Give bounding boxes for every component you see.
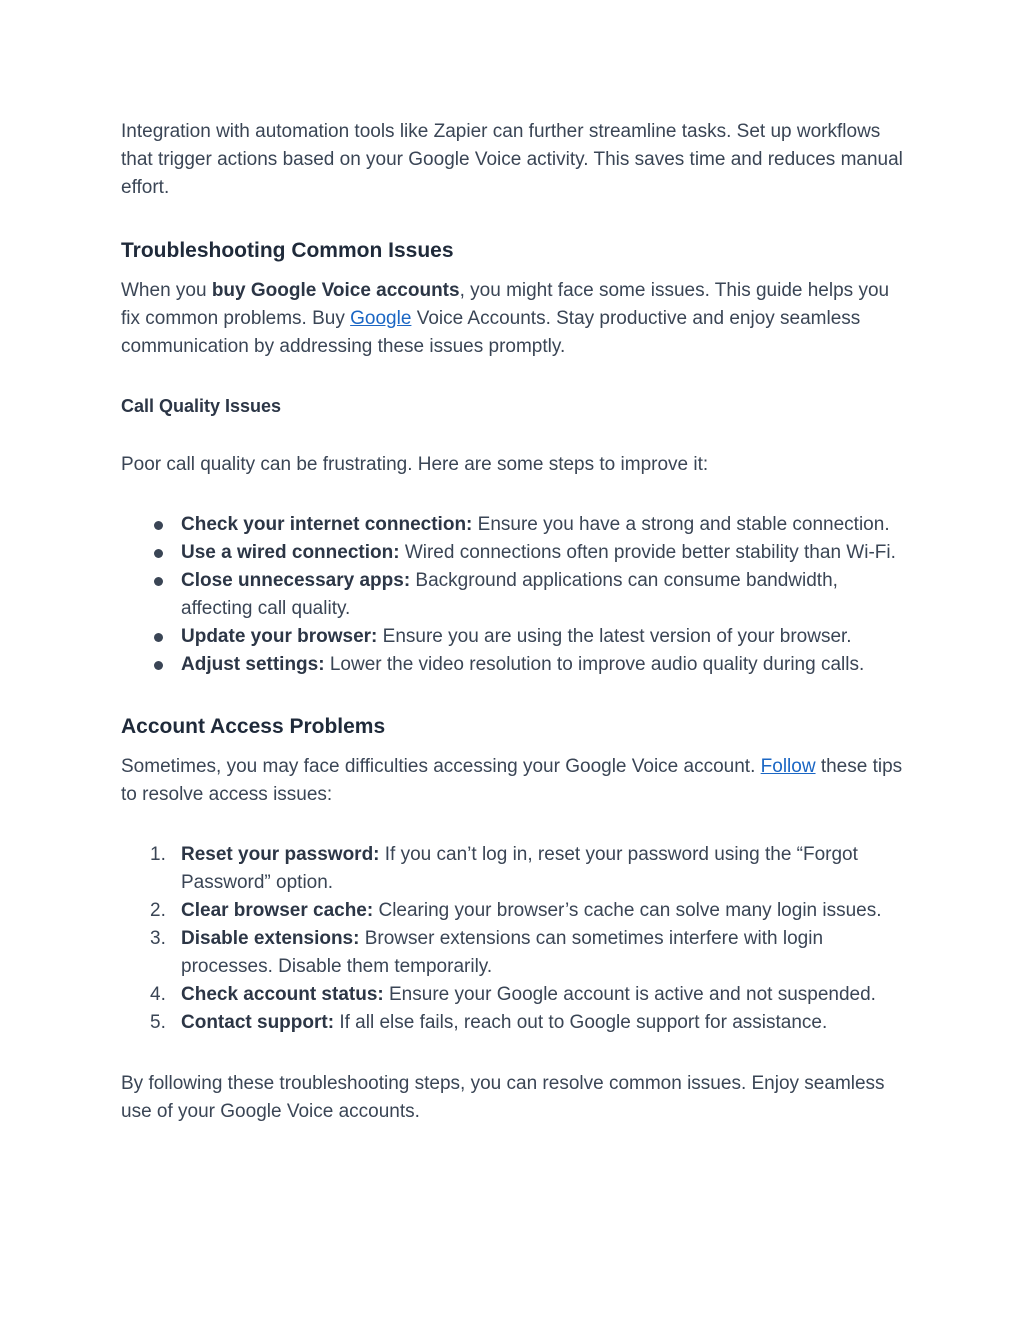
bullet-icon (154, 521, 163, 530)
list-item-text: Background applications can consume bandwidth, affecting call quality. (181, 570, 838, 619)
list-item-title: Clear browser cache: (181, 900, 374, 921)
bullet-icon (154, 577, 163, 586)
list-item-title: Reset your password: (181, 844, 380, 865)
list-item (121, 1009, 911, 1037)
list-item-title: Adjust settings: (181, 654, 325, 675)
list-item-text: Ensure you have a strong and stable connection. (472, 514, 890, 535)
account-access-list (121, 841, 911, 1037)
list-item-text: Ensure your Google account is active and not suspended. (383, 984, 876, 1005)
buy-accounts-bold: buy Google Voice accounts (211, 280, 460, 301)
list-item-text: Ensure you are using the latest version of your browser. (377, 626, 852, 647)
account-access-text-start: Sometimes, you may face difficulties accessing your Google Voice account. (121, 756, 761, 777)
troubleshooting-paragraph (121, 277, 911, 361)
list-number: 1. (150, 844, 166, 865)
list-item (121, 897, 911, 925)
list-item-text: Wired connections often provide better stability than Wi-Fi. (399, 542, 896, 563)
bullet-icon (154, 549, 163, 558)
call-quality-intro: Poor call quality can be frustrating. Here are some steps to improve it: (121, 454, 709, 475)
list-item-text: If you can’t log in, reset your password using the “Forgot Password” option. (181, 844, 858, 893)
conclusion-paragraph: By following these troubleshooting steps, you can resolve common issues. Enjoy seamless use of your Google Voice accounts. (121, 1073, 885, 1122)
list-item-title: Use a wired connection: (181, 542, 400, 563)
list-item-title: Disable extensions: (181, 928, 360, 949)
list-item-title: Close unnecessary apps: (181, 570, 411, 591)
list-item (121, 981, 911, 1009)
intro-paragraph: Integration with automation tools like Zapier can further streamline tasks. Set up workflows that trigger actions based on your Google Voice activity. This saves time and reduces manual effort. (121, 121, 903, 198)
call-quality-list (121, 511, 911, 679)
troubleshooting-text-end: Voice Accounts. Stay productive and enjoy seamless communication by addressing these issues promptly. (121, 308, 861, 357)
list-item (121, 651, 911, 679)
bullet-icon (154, 633, 163, 642)
bullet-icon (154, 661, 163, 670)
call-quality-heading: Call Quality Issues (121, 396, 282, 416)
list-number: 3. (150, 928, 166, 949)
list-item (121, 841, 911, 897)
list-number: 5. (150, 1012, 166, 1033)
list-item-title: Contact support: (181, 1012, 335, 1033)
account-access-text-end: these tips to resolve access issues: (121, 756, 903, 805)
list-number: 2. (150, 900, 166, 921)
list-item (121, 623, 911, 651)
list-item (121, 511, 911, 539)
troubleshooting-heading: Troubleshooting Common Issues (121, 239, 454, 262)
troubleshooting-text-mid: , you might face some issues. This guide helps you fix common problems. Buy (121, 280, 890, 329)
list-item (121, 539, 911, 567)
google-link[interactable]: Google (350, 308, 412, 329)
list-item-text: Browser extensions can sometimes interfere with login processes. Disable them temporarily. (181, 928, 824, 977)
list-item-text: Clearing your browser’s cache can solve many login issues. (373, 900, 882, 921)
list-item (121, 567, 911, 623)
list-item-title: Check account status: (181, 984, 384, 1005)
list-item-text: Lower the video resolution to improve audio quality during calls. (324, 654, 865, 675)
follow-link[interactable]: Follow (760, 756, 816, 777)
list-item-text: If all else fails, reach out to Google support for assistance. (334, 1012, 828, 1033)
account-access-heading: Account Access Problems (121, 715, 386, 738)
document-page (121, 118, 911, 1126)
list-item-title: Check your internet connection: (181, 514, 473, 535)
list-number: 4. (150, 984, 166, 1005)
account-access-paragraph (121, 753, 911, 809)
list-item (121, 925, 911, 981)
troubleshooting-text-start: When you (121, 280, 212, 301)
list-item-title: Update your browser: (181, 626, 378, 647)
